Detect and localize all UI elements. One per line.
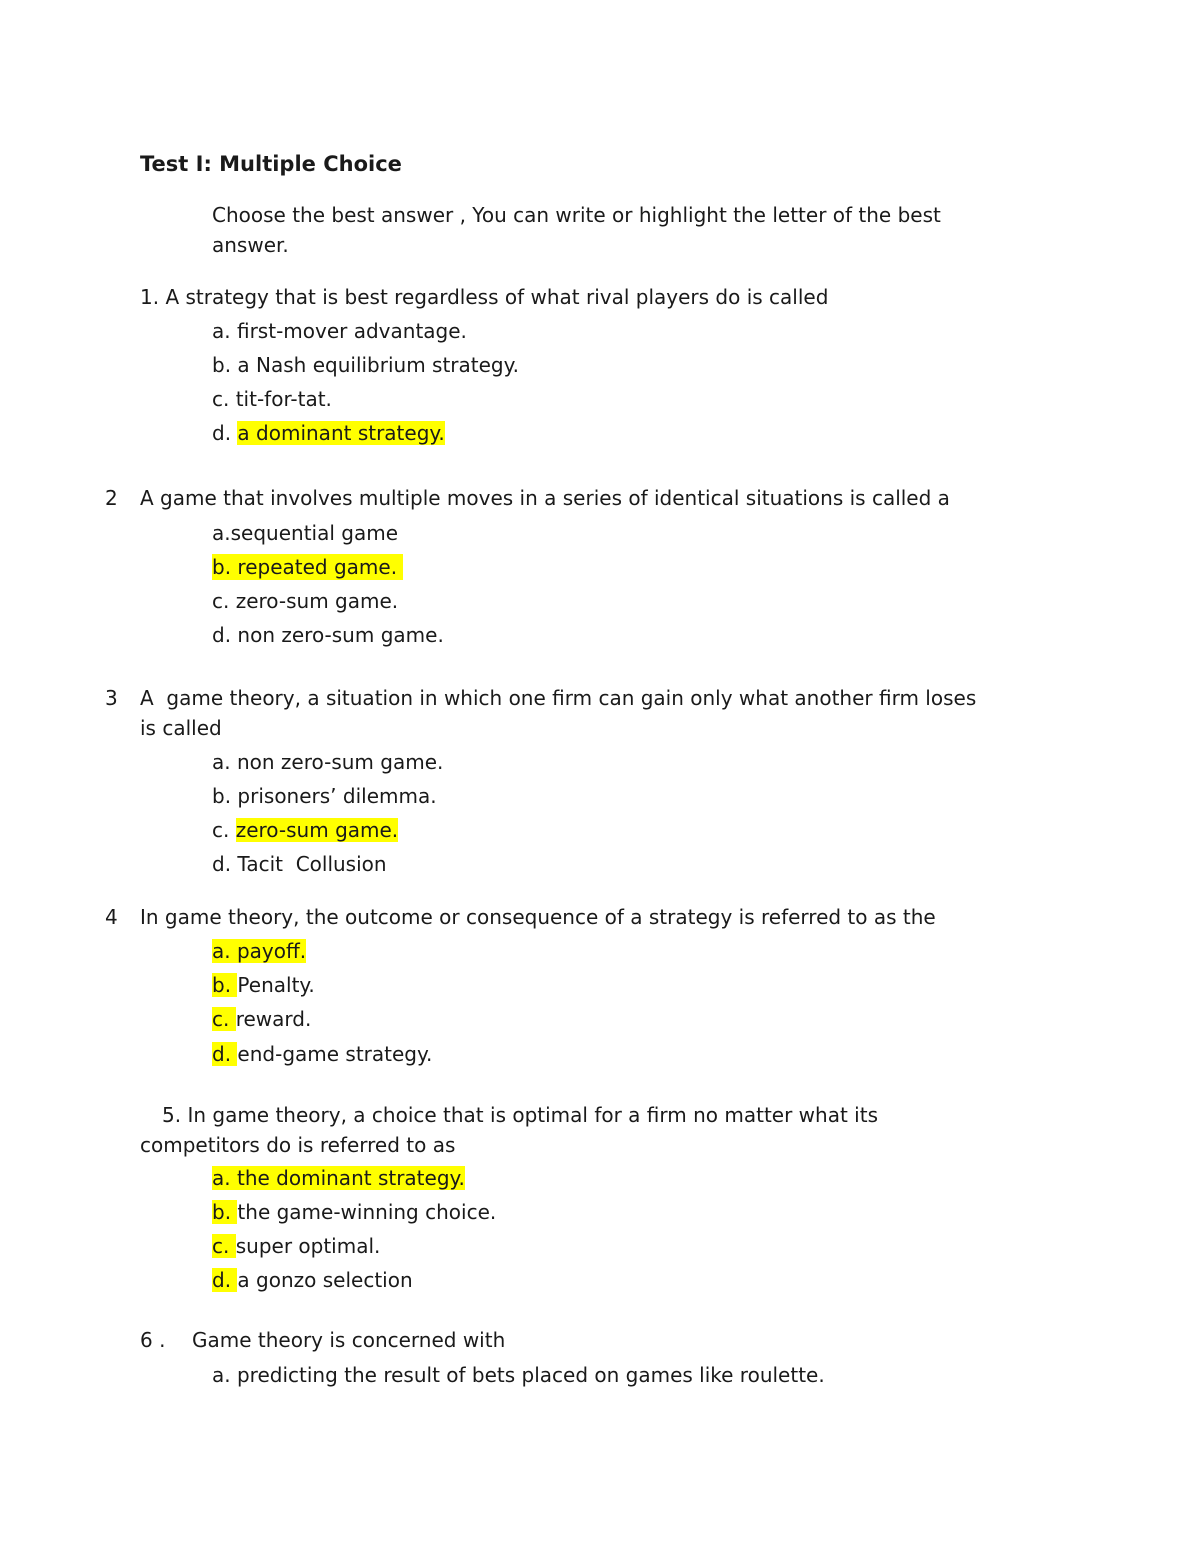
question-4-number: 4	[105, 905, 118, 929]
question-1-option-d: d. a dominant strategy.	[212, 421, 445, 445]
question-5-option-d: d. a gonzo selection	[212, 1268, 413, 1292]
question-1-option-a: a. first-mover advantage.	[212, 319, 467, 343]
instructions-line-2: answer.	[212, 233, 289, 257]
question-2-option-b: b. repeated game.	[212, 555, 404, 579]
question-2-number: 2	[105, 486, 118, 510]
question-6-option-a: a. predicting the result of bets placed on games like roulette.	[212, 1363, 825, 1387]
question-2-option-a: a.sequential game	[212, 521, 398, 545]
question-4-option-c: c. reward.	[212, 1007, 312, 1031]
instructions-line-1: Choose the best answer , You can write or highlight the letter of the best	[212, 203, 941, 227]
question-4-option-a: a. payoff.	[212, 939, 307, 963]
question-5-option-a: a. the dominant strategy.	[212, 1166, 465, 1190]
question-3-option-d: d. Tacit Collusion	[212, 852, 387, 876]
question-3-option-a: a. non zero-sum game.	[212, 750, 444, 774]
question-5-option-c: c. super optimal.	[212, 1234, 381, 1258]
question-4-option-d: d. end-game strategy.	[212, 1042, 433, 1066]
question-3-number: 3	[105, 686, 118, 710]
question-3-option-c: c. zero-sum game.	[212, 818, 399, 842]
question-3-prompt-line-1: A game theory, a situation in which one firm can gain only what another firm loses	[140, 686, 977, 710]
question-2-option-c: c. zero-sum game.	[212, 589, 399, 613]
question-2-option-d: d. non zero-sum game.	[212, 623, 444, 647]
question-4-prompt: In game theory, the outcome or consequence of a strategy is referred to as the	[140, 905, 936, 929]
question-3-option-b: b. prisoners’ dilemma.	[212, 784, 437, 808]
question-5-option-b: b. the game-winning choice.	[212, 1200, 497, 1224]
question-6-prompt: Game theory is concerned with	[192, 1328, 506, 1352]
question-5-prompt-line-1: 5. In game theory, a choice that is optimal for a firm no matter what its	[162, 1103, 878, 1127]
highlighted-answer: a dominant strategy.	[237, 421, 445, 445]
question-6-number: 6 .	[140, 1328, 166, 1352]
question-3-prompt-line-2: is called	[140, 716, 222, 740]
highlighted-answer: zero-sum game.	[235, 818, 399, 842]
question-1-option-c: c. tit-for-tat.	[212, 387, 332, 411]
question-5-prompt-line-2: competitors do is referred to as	[140, 1133, 456, 1157]
question-4-option-b: b. Penalty.	[212, 973, 315, 997]
question-2-prompt: A game that involves multiple moves in a series of identical situations is called a	[140, 486, 950, 510]
page-title: Test I: Multiple Choice	[140, 152, 402, 176]
question-1-option-b: b. a Nash equilibrium strategy.	[212, 353, 519, 377]
question-1-prompt: 1. A strategy that is best regardless of what rival players do is called	[140, 285, 829, 309]
